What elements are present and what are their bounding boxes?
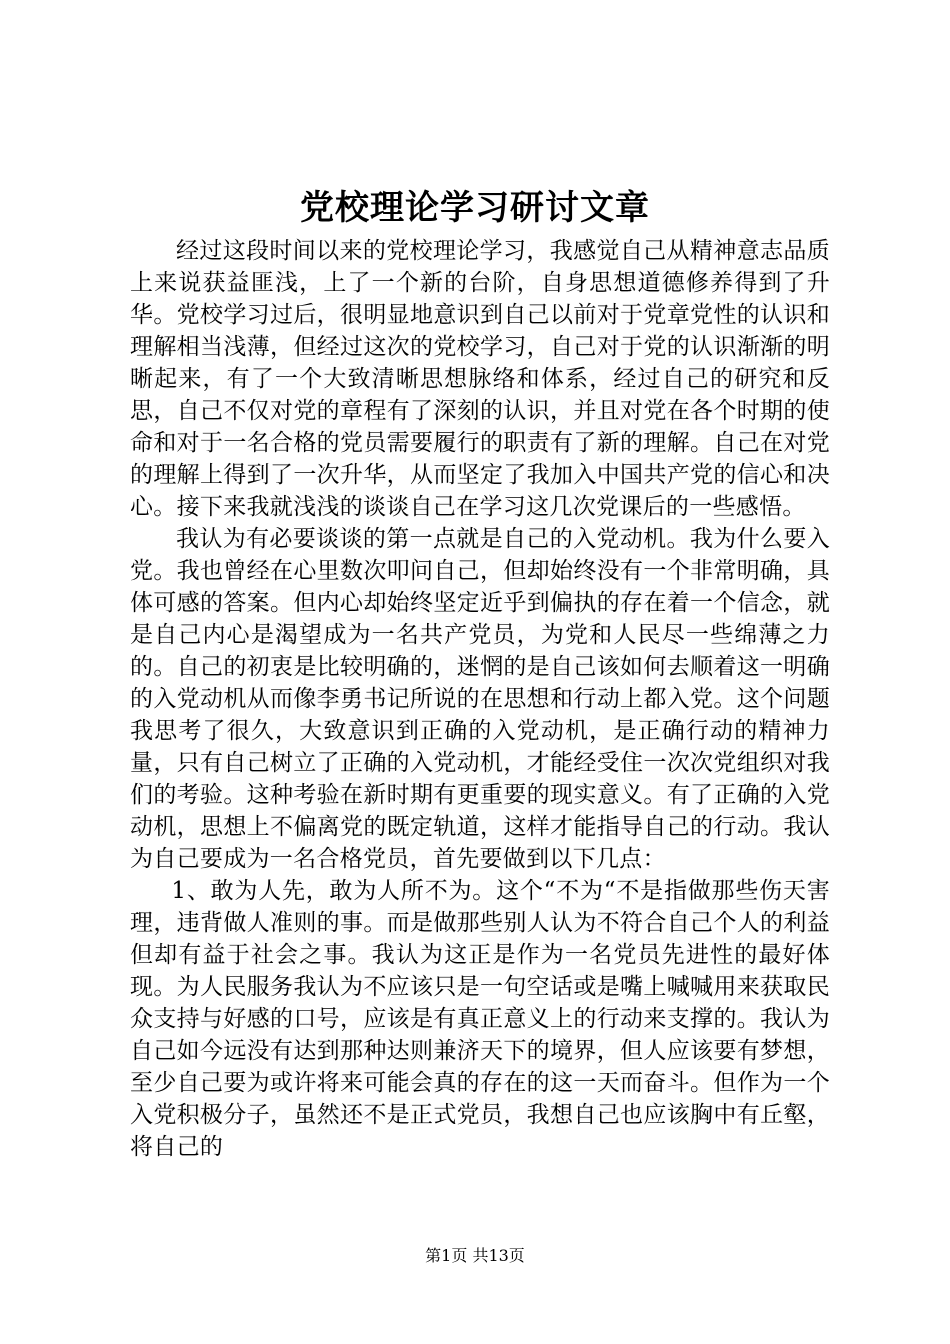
page-footer: 第1页 共13页 — [425, 1246, 525, 1265]
paragraph-intro: 经过这段时间以来的党校理论学习，我感觉自己从精神意志品质上来说获益匪浅，上了一个新的台阶，自身思想道德修养得到了升华。党校学习过后，很明显地意识到自己以前对于党章党性的认识和理解相当浅薄，但经过这次的党校学习，自己对于党的认识渐渐的明晰起来，有了一个大致清晰思想脉络和体系，经过自己的研究和反思，自己不仅对党的章程有了深刻的认识，并且对党在各个时期的使命和对于一名合格的党员需要履行的职责有了新的理解。自己在对党的理解上得到了一次升华，从而坚定了我加入中国共产党的信心和决心。接下来我就浅浅的谈谈自己在学习这几次党课后的一些感悟。 — [130, 238, 830, 520]
paragraph-point-1: 1、敢为人先，敢为人所不为。这个“不为“不是指做那些伤天害理，违背做人准则的事。而是做那些别人认为不符合自己个人的利益但却有益于社会之事。我认为这正是作为一名党员先进性的最好体现。为人民服务我认为不应该只是一句空话或是嘴上喊喊用来获取民众支持与好感的口号，应该是有真正意义上的行动来支撑的。我认为自己如今远没有达到那种达则兼济天下的境界，但人应该要有梦想，至少自己要为或许将来可能会真的存在的这一天而奋斗。但作为一个入党积极分子，虽然还不是正式党员，我想自己也应该胸中有丘壑，将自己的 — [130, 878, 830, 1160]
document-title: 党校理论学习研讨文章 — [300, 188, 650, 228]
document-body — [130, 235, 830, 1163]
paragraph-motivation: 我认为有必要谈谈的第一点就是自己的入党动机。我为什么要入党。我也曾经在心里数次叩问自己，但却始终没有一个非常明确，具体可感的答案。但内心却始终坚定近乎到偏执的存在着一个信念，就是自己内心是渴望成为一名共产党员，为党和人民尽一些绵薄之力的。自己的初衷是比较明确的，迷惘的是自己该如何去顺着这一明确的入党动机从而像李勇书记所说的在思想和行动上都入党。这个问题我思考了很久，大致意识到正确的入党动机，是正确行动的精神力量，只有自己树立了正确的入党动机，才能经受住一次次党组织对我们的考验。这种考验在新时期有更重要的现实意义。有了正确的入党动机，思想上不偏离党的既定轨道，这样才能指导自己的行动。我认为自己要成为一名合格党员，首先要做到以下几点： — [130, 526, 830, 872]
